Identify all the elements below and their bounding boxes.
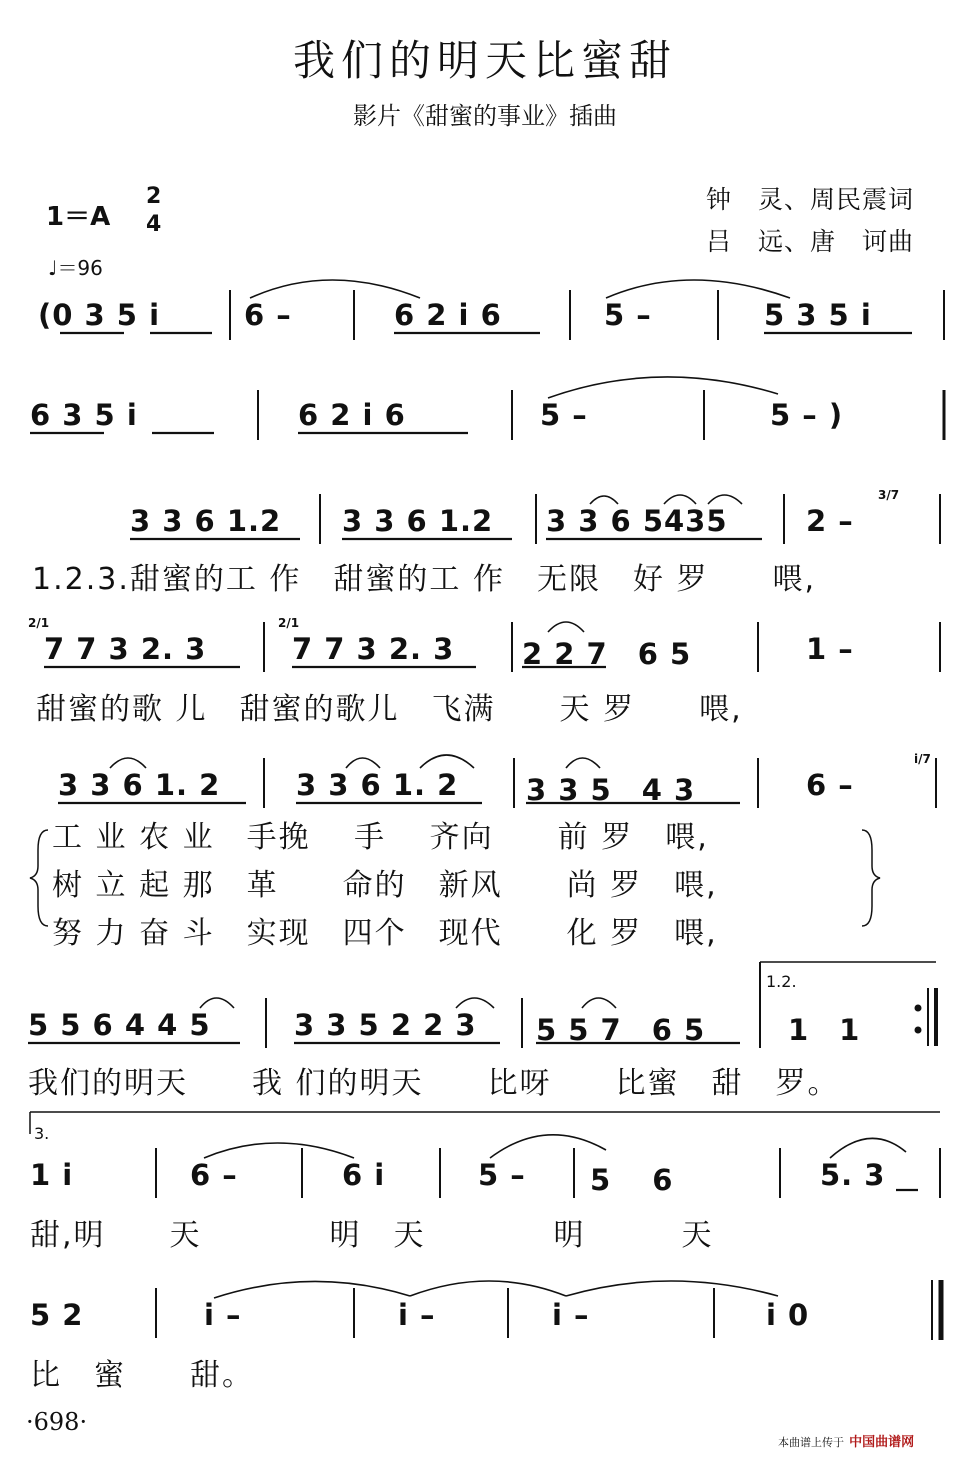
time-signature-bottom: 4: [146, 212, 162, 237]
measure: 6 3 5 i: [30, 398, 138, 432]
measure: i –: [552, 1298, 590, 1332]
slur: [200, 998, 234, 1008]
grace-note: 2/1: [28, 616, 50, 630]
grace-note: i/7: [914, 752, 931, 766]
measure: 2 2 7 6 5: [522, 637, 692, 671]
measure: 1 i: [30, 1158, 74, 1192]
slur: [708, 495, 742, 504]
slur: [548, 622, 584, 632]
measure: 3 3 6 1. 2: [296, 768, 459, 802]
measure: 6 2 i 6: [298, 398, 406, 432]
measure: 6 –: [806, 768, 854, 802]
lyric-line: 我们的明天 我 们的明天 比呀 比蜜 甜 罗。: [28, 1066, 840, 1101]
site-logo: 中国曲谱网: [849, 1435, 915, 1450]
measure: (0 3 5 i: [38, 298, 161, 332]
measure: 5 –: [540, 398, 588, 432]
upload-note: 本曲谱上传于: [778, 1436, 844, 1449]
time-signature-top: 2: [146, 184, 162, 209]
quarter-note-icon: ♩: [48, 256, 58, 280]
measure: 5 – ): [770, 398, 844, 432]
lyric-brace-left: [30, 830, 48, 926]
repeat-dot: [916, 1006, 921, 1011]
measure: 5 5 6 4 4 5: [28, 1008, 211, 1042]
measure: i –: [398, 1298, 436, 1332]
slur: [490, 1135, 606, 1158]
measure: 3 3 6 5435: [546, 504, 728, 538]
measure: 5. 3: [820, 1158, 886, 1192]
measure: 1 –: [806, 632, 854, 666]
measure: 5 6: [590, 1163, 674, 1197]
measure: 5 2: [30, 1298, 84, 1332]
slur: [606, 280, 790, 298]
slur: [110, 758, 146, 768]
slur: [590, 496, 618, 504]
slur: [250, 280, 420, 298]
measure: 5 –: [478, 1158, 526, 1192]
slur: [830, 1138, 906, 1158]
measure: 1 1: [788, 1013, 861, 1047]
tempo-value: ＝96: [57, 256, 103, 280]
grace-note: 3/7: [878, 488, 900, 502]
lyric-line: 1.2.3.甜蜜的工 作 甜蜜的工 作 无限 好 罗 喂,: [32, 562, 817, 597]
measure: 6 –: [244, 298, 292, 332]
lyric-line: 甜,明 天 明 天 明 天: [30, 1218, 714, 1253]
slur: [410, 1281, 566, 1296]
lyric-brace-right: [862, 830, 880, 926]
slur: [346, 758, 380, 768]
song-subtitle: 影片《甜蜜的事业》插曲: [353, 102, 617, 130]
lyric-line: 比 蜜 甜。: [30, 1358, 254, 1393]
grace-note: 2/1: [278, 616, 300, 630]
measure: 6 i: [342, 1158, 386, 1192]
slur: [548, 377, 778, 398]
measure: 3 3 6 1. 2: [58, 768, 221, 802]
slur: [664, 495, 696, 504]
lyricist-credit: 钟 灵、周民震词: [706, 185, 915, 214]
lyric-line: 努 力 奋 斗 实现 四个 现代 化 罗 喂,: [52, 916, 718, 951]
measure: 7 7 3 2. 3: [292, 632, 455, 666]
page-number: ·698·: [26, 1408, 88, 1436]
slur: [204, 1143, 354, 1158]
measure: i –: [204, 1298, 242, 1332]
measure: 6 2 i 6: [394, 298, 502, 332]
composer-credit: 吕 远、唐 诃曲: [706, 227, 915, 256]
measure: 2 –: [806, 504, 854, 538]
measure: i 0: [766, 1298, 810, 1332]
slur: [566, 1281, 778, 1296]
lyric-line: 树 立 起 那 革 命的 新风 尚 罗 喂,: [52, 868, 718, 903]
measure: 7 7 3 2. 3: [44, 632, 207, 666]
measure: 3 3 6 1.2: [130, 504, 282, 538]
lyric-line: 甜蜜的歌 儿 甜蜜的歌儿 飞满 天 罗 喂,: [36, 692, 743, 727]
slur: [582, 998, 616, 1008]
key-signature: 1＝A: [46, 202, 111, 232]
volta-label: 3.: [34, 1124, 50, 1143]
measure: 3 3 5 2 2 3: [294, 1008, 477, 1042]
measure: 5 5 7 6 5: [536, 1013, 706, 1047]
measure: 5 3 5 i: [764, 298, 872, 332]
measure: 5 –: [604, 298, 652, 332]
slur: [420, 755, 474, 768]
measure: 6 –: [190, 1158, 238, 1192]
measure: 3 3 5 4 3: [526, 773, 696, 807]
lyric-line: 工 业 农 业 手挽 手 齐向 前 罗 喂,: [52, 820, 709, 855]
slur: [566, 758, 600, 768]
slur: [456, 998, 494, 1008]
repeat-dot: [916, 1028, 921, 1033]
volta-label: 1.2.: [766, 972, 797, 991]
slur: [214, 1281, 410, 1298]
song-title: 我们的明天比蜜甜: [292, 36, 677, 85]
measure: 3 3 6 1.2: [342, 504, 494, 538]
